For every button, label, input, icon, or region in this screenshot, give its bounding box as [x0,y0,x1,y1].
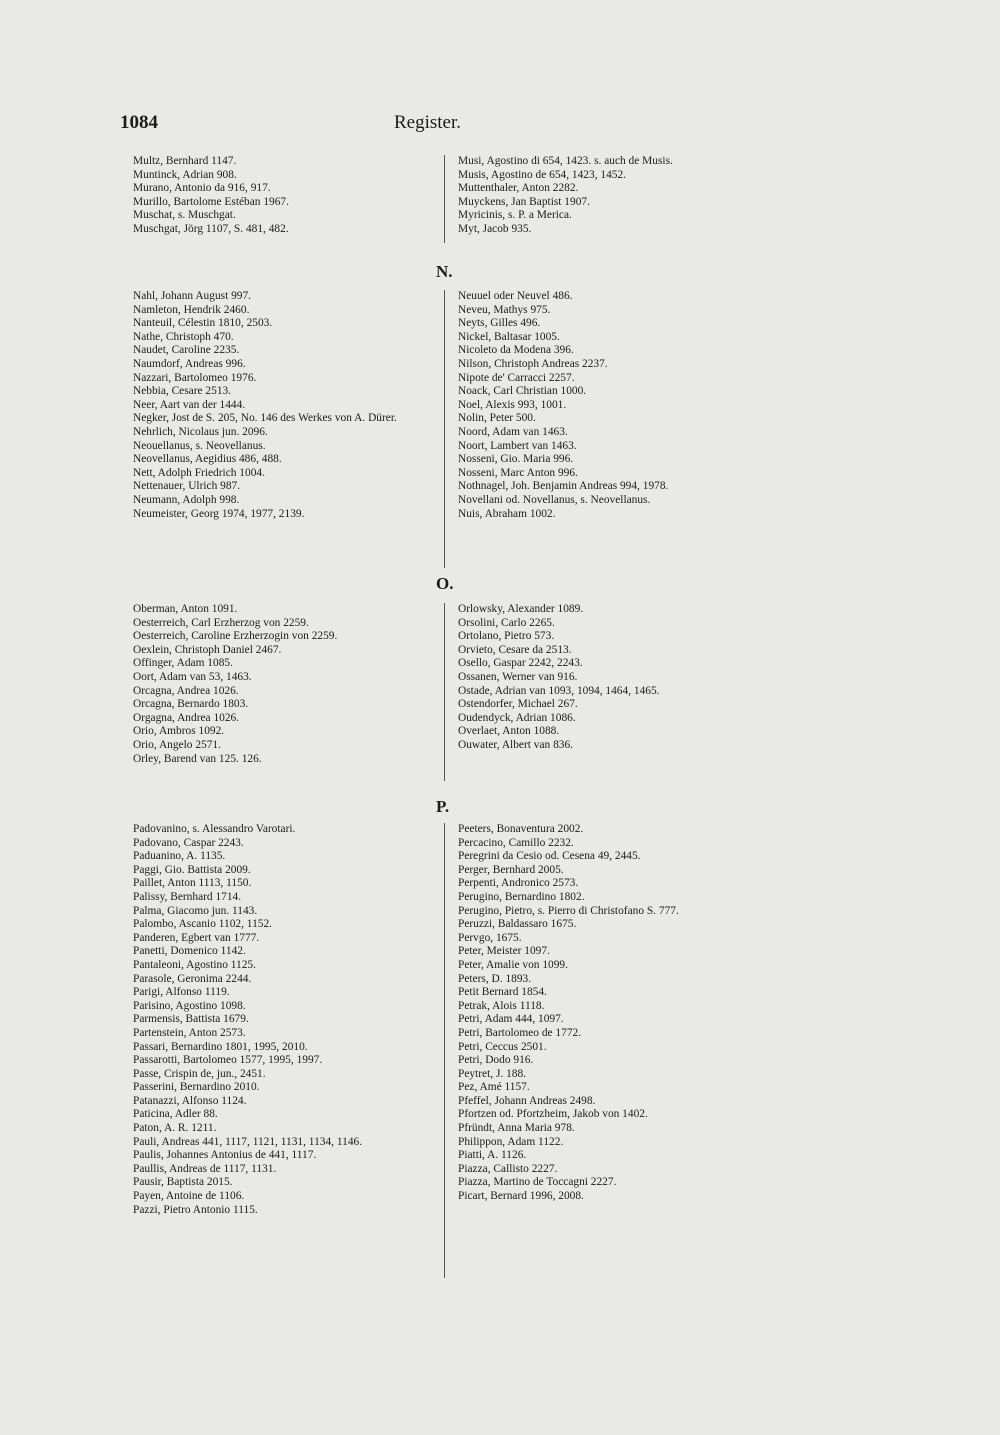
index-entry: Overlaet, Anton 1088. [458,725,560,738]
index-entry: Petri, Dodo 916. [458,1054,534,1067]
index-entry: Paggi, Gio. Battista 2009. [133,863,251,876]
index-entry: Novellani od. Novellanus, s. Neovellanus. [458,493,651,506]
index-entry: Neuuel oder Neuvel 486. [458,290,573,302]
left-column [133,823,433,1217]
index-entry: Orcagna, Andrea 1026. [133,684,239,697]
index-entry: Perger, Bernhard 2005. [458,863,564,876]
index-entry: Musi, Agostino di 654, 1423. s. auch de Musis. [458,155,673,167]
index-entry: Nanteuil, Célestin 1810, 2503. [133,317,273,330]
index-entry: Nolin, Peter 500. [458,412,536,425]
index-entry: Oesterreich, Caroline Erzherzogin von 2259. [133,630,338,643]
index-entry: Oudendyck, Adrian 1086. [458,711,576,724]
index-entry: Ouwater, Albert van 836. [458,738,574,751]
index-entry: Nebbia, Cesare 2513. [133,385,232,398]
index-entry: Palombo, Ascanio 1102, 1152. [133,918,273,931]
index-entry: Philippon, Adam 1122. [458,1135,564,1148]
section-letter-n: N. [436,262,453,281]
index-entry: Muttenthaler, Anton 2282. [458,182,579,195]
index-entry: Oexlein, Christoph Daniel 2467. [133,643,282,656]
index-entry: Paduanino, A. 1135. [133,850,226,863]
index-entry: Passe, Crispin de, jun., 2451. [133,1067,266,1080]
index-entry: Perugino, Pietro, s. Pierro di Christofano S. 777. [458,904,679,917]
index-entry: Nett, Adolph Friedrich 1004. [133,466,265,479]
index-entry: Piazza, Martino de Toccagni 2227. [458,1176,617,1189]
left-column [133,290,433,521]
index-entry: Pausir, Baptista 2015. [133,1176,233,1189]
index-entry: Osello, Gaspar 2242, 2243. [458,657,583,670]
index-entry: Neumann, Adolph 998. [133,493,240,506]
index-entry: Ostendorfer, Michael 267. [458,698,578,711]
index-entry: Payen, Antoine de 1106. [133,1190,245,1203]
index-entry: Orvieto, Cesare da 2513. [458,643,572,656]
index-entry: Paulis, Johannes Antonius de 441, 1117. [133,1149,317,1162]
index-entry: Naudet, Caroline 2235. [133,344,240,357]
index-entry: Passari, Bernardino 1801, 1995, 2010. [133,1040,308,1053]
index-entry: Peregrini da Cesio od. Cesena 49, 2445. [458,850,641,863]
index-entry: Nicoleto da Modena 396. [458,344,574,357]
index-entry: Myt, Jacob 935. [458,222,532,235]
index-entry: Pez, Amé 1157. [458,1081,530,1094]
index-entry: Patanazzi, Alfonso 1124. [133,1094,247,1107]
index-entry: Palissy, Bernhard 1714. [133,890,242,903]
index-entry: Nilson, Christoph Andreas 2237. [458,357,608,370]
index-entry: Muschat, s. Muschgat. [133,209,236,222]
index-entry: Ortolano, Pietro 573. [458,630,555,643]
index-entry: Peruzzi, Baldassaro 1675. [458,918,577,931]
right-column [458,603,778,753]
index-entry: Pantaleoni, Agostino 1125. [133,958,256,971]
index-entry: Neouellanus, s. Neovellanus. [133,439,266,452]
index-entry: Nettenauer, Ulrich 987. [133,480,241,493]
page-number: 1084 [120,112,158,133]
index-entry: Oort, Adam van 53, 1463. [133,670,252,683]
index-entry: Pfeffel, Johann Andreas 2498. [458,1094,596,1107]
index-entry: Parigi, Alfonso 1119. [133,986,230,999]
index-entry: Noord, Adam van 1463. [458,425,568,438]
index-entry: Nosseni, Gio. Maria 996. [458,453,574,466]
index-entry: Petrak, Alois 1118. [458,999,545,1012]
index-entry: Paullis, Andreas de 1117, 1131. [133,1162,277,1175]
index-entry: Paticina, Adler 88. [133,1108,218,1121]
index-entry: Pervgo, 1675. [458,931,522,944]
index-entry: Nickel, Baltasar 1005. [458,330,560,343]
index-entry: Picart, Bernard 1996, 2008. [458,1190,584,1203]
index-entry: Noack, Carl Christian 1000. [458,385,587,398]
left-column [133,155,433,237]
index-entry: Muyckens, Jan Baptist 1907. [458,195,590,208]
index-entry: Pfründt, Anna Maria 978. [458,1122,575,1135]
index-entry: Orley, Barend van 125. 126. [133,752,262,765]
index-entry: Nehrlich, Nicolaus jun. 2096. [133,425,268,438]
index-entry: Nipote de' Carracci 2257. [458,371,575,384]
index-entry: Murano, Antonio da 916, 917. [133,182,271,195]
index-entry: Orio, Ambros 1092. [133,725,225,738]
index-entry: Perugino, Bernardino 1802. [458,890,585,903]
index-entry: Palma, Giacomo jun. 1143. [133,904,258,917]
index-entry: Petri, Bartolomeo de 1772. [458,1026,582,1039]
page-title: Register. [394,112,462,133]
index-entry: Perpenti, Andronico 2573. [458,877,579,890]
index-entry: Padovano, Caspar 2243. [133,836,244,849]
index-entry: Peter, Amalie von 1099. [458,958,568,971]
index-entry: Nazzari, Bartolomeo 1976. [133,371,257,384]
index-entry: Parisino, Agostino 1098. [133,999,246,1012]
right-column [458,823,778,1204]
index-entry: Peters, D. 1893. [458,972,532,985]
index-entry: Petit Bernard 1854. [458,986,547,999]
index-entry: Neovellanus, Aegidius 486, 488. [133,453,282,466]
index-entry: Ostade, Adrian van 1093, 1094, 1464, 1465. [458,684,660,697]
index-entry: Murillo, Bartolome Estéban 1967. [133,195,289,208]
index-entry: Padovanino, s. Alessandro Varotari. [133,823,296,835]
index-entry: Neyts, Gilles 496. [458,317,541,330]
index-entry: Passerini, Bernardino 2010. [133,1081,260,1094]
index-entry: Neumeister, Georg 1974, 1977, 2139. [133,507,305,520]
index-entry: Orgagna, Andrea 1026. [133,711,240,724]
section-letter-o: O. [436,574,454,593]
column-divider [444,823,445,1278]
right-column [458,155,778,237]
index-entry: Naumdorf, Andreas 996. [133,357,246,370]
index-entry: Panderen, Egbert van 1777. [133,931,260,944]
index-entry: Paton, A. R. 1211. [133,1122,217,1135]
index-entry: Orlowsky, Alexander 1089. [458,603,584,615]
index-entry: Negker, Jost de S. 205, No. 146 des Werkes von A. Dürer. [133,412,397,425]
index-entry: Peytret, J. 188. [458,1067,527,1080]
index-entry: Muschgat, Jörg 1107, S. 481, 482. [133,222,289,235]
column-divider [444,603,445,781]
index-entry: Petri, Ceccus 2501. [458,1040,547,1053]
index-entry: Paillet, Anton 1113, 1150. [133,877,252,890]
index-entry: Oesterreich, Carl Erzherzog von 2259. [133,616,309,629]
index-entry: Neer, Aart van der 1444. [133,398,246,411]
index-entry: Neveu, Mathys 975. [458,303,551,316]
index-entry: Noort, Lambert van 1463. [458,439,577,452]
index-entry: Noel, Alexis 993, 1001. [458,398,567,411]
index-entry: Petri, Adam 444, 1097. [458,1013,564,1026]
index-entry: Musis, Agostino de 654, 1423, 1452. [458,168,627,181]
column-divider [444,155,445,243]
index-entry: Nothnagel, Joh. Benjamin Andreas 994, 1978. [458,480,669,493]
index-entry: Ossanen, Werner van 916. [458,670,578,683]
right-column [458,290,778,521]
section-letter-p: P. [436,797,450,816]
index-entry: Pauli, Andreas 441, 1117, 1121, 1131, 1134, 1146. [133,1135,363,1148]
index-entry: Panetti, Domenico 1142. [133,945,246,958]
index-entry: Nahl, Johann August 997. [133,290,252,302]
index-entry: Percacino, Camillo 2232. [458,836,574,849]
index-entry: Namleton, Hendrik 2460. [133,303,250,316]
index-entry: Peter, Meister 1097. [458,945,550,958]
index-entry: Nuis, Abraham 1002. [458,507,556,520]
index-entry: Nathe, Christoph 470. [133,330,234,343]
index-entry: Nosseni, Marc Anton 996. [458,466,578,479]
index-entry: Partenstein, Anton 2573. [133,1026,246,1039]
left-column [133,603,433,766]
index-entry: Piazza, Callisto 2227. [458,1162,558,1175]
index-entry: Parmensis, Battista 1679. [133,1013,249,1026]
index-entry: Offinger, Adam 1085. [133,657,233,670]
index-entry: Peeters, Bonaventura 2002. [458,823,584,835]
column-divider [444,290,445,568]
index-entry: Muntinck, Adrian 908. [133,168,237,181]
index-entry: Piatti, A. 1126. [458,1149,527,1162]
index-entry: Orio, Angelo 2571. [133,738,221,751]
index-entry: Passarotti, Bartolomeo 1577, 1995, 1997. [133,1054,323,1067]
index-entry: Parasole, Geronima 2244. [133,972,252,985]
index-entry: Orsolini, Carlo 2265. [458,616,555,629]
index-entry: Pfortzen od. Pfortzheim, Jakob von 1402. [458,1108,648,1121]
index-entry: Orcagna, Bernardo 1803. [133,698,249,711]
index-entry: Myricinis, s. P. a Merica. [458,209,572,222]
index-entry: Pazzi, Pietro Antonio 1115. [133,1203,258,1216]
index-entry: Multz, Bernhard 1147. [133,155,237,167]
index-entry: Oberman, Anton 1091. [133,603,238,615]
